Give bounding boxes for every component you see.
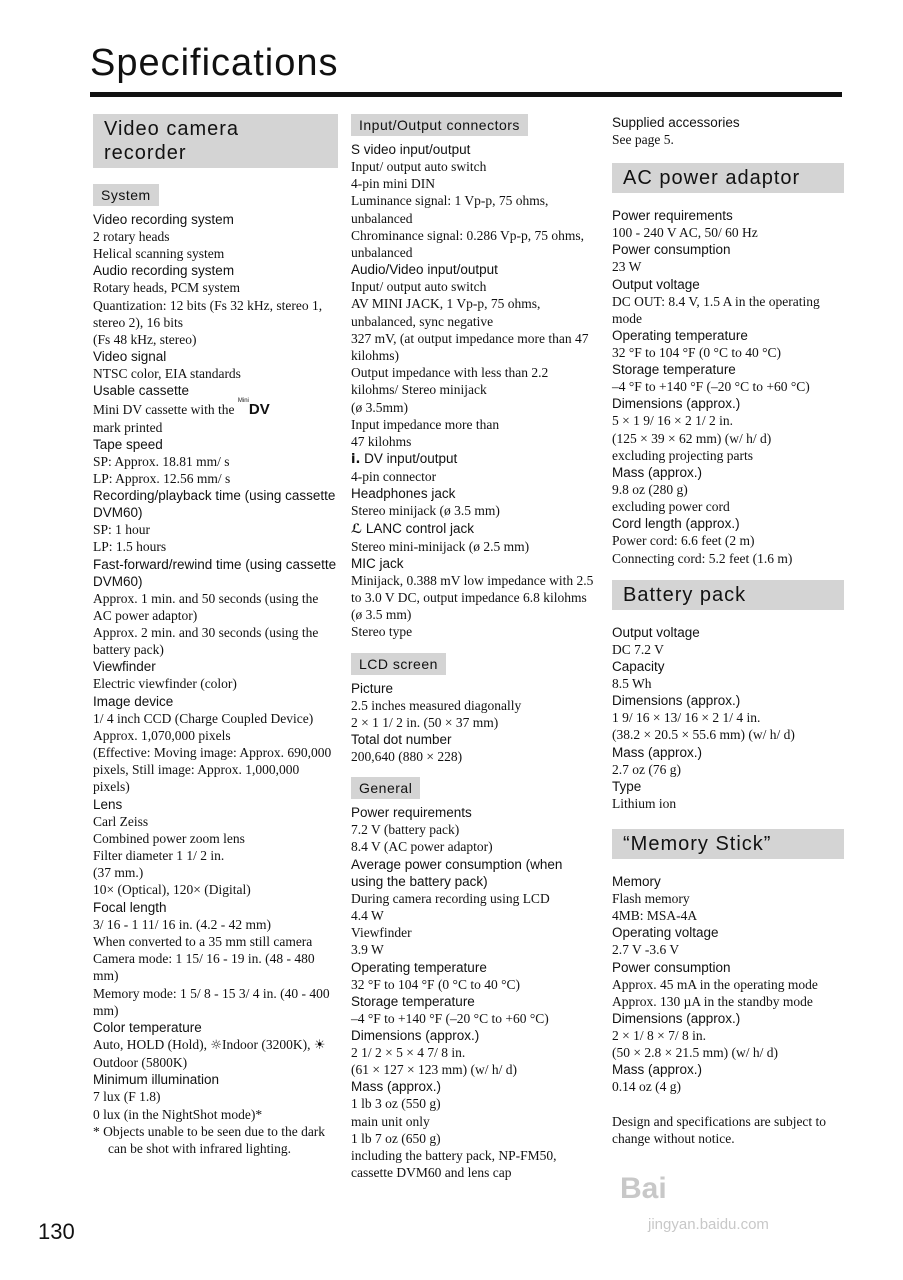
spec-value: 2 rotary heads Helical scanning system [93, 229, 225, 262]
spec-label: Headphones jack [351, 486, 456, 502]
spec-item [351, 993, 596, 1027]
spec-item [612, 624, 844, 658]
spec-label: Mass (approx.) [612, 744, 703, 760]
spec-value: 1 9/ 16 × 13/ 16 × 2 1/ 4 in. (38.2 × 20.5 × 55.6 mm) (w/ h/ d) [612, 710, 795, 743]
spec-value: Input/ output auto switch 4-pin mini DIN Luminance signal: 1 Vp-p, 75 ohms, unbalanced Chrominance signal: 0.286 Vp-p, 75 ohms, unbalanced [351, 159, 584, 261]
spec-value: 2 1/ 2 × 5 × 4 7/ 8 in. (61 × 127 × 123 mm) (w/ h/ d) [351, 1044, 517, 1078]
spec-value: Input/ output auto switch AV MINI JACK, 1 Vp-p, 75 ohms, unbalanced, sync negative 327 mV, (at output impedance more than 47 kilohms) Output impedance with less than 2.2 kilohms/ Stereo minijack (ø 3.5mm) Input impedance more than 47 kilohms [351, 279, 589, 450]
spec-label: Power consumption [612, 242, 731, 258]
watermark-logo: Bai [620, 1172, 667, 1205]
spec-value: Flash memory 4MB: MSA-4A [612, 891, 698, 924]
spec-label: Type [612, 778, 642, 794]
spec-value: 2.7 oz (76 g) [612, 761, 681, 777]
spec-value: Approx. 1 min. and 50 seconds (using the AC power adaptor) Approx. 2 min. and 30 seconds (using the battery pack) [93, 590, 319, 658]
spec-item [93, 436, 338, 487]
spec-value: 32 °F to 104 °F (0 °C to 40 °C) [351, 976, 520, 992]
spec-label: Viewfinder [93, 659, 156, 675]
page-title: Specifications [90, 42, 339, 84]
spec-value: 200,640 (880 × 228) [351, 749, 463, 765]
spec-value: Carl Zeiss Combined power zoom lens Filter diameter 1 1/ 2 in. (37 mm.) 10× (Optical), 120× (Digital) [93, 813, 251, 898]
spec-label: Image device [93, 693, 174, 709]
spec-label: Memory [612, 874, 661, 890]
spec-label: Dimensions (approx.) [612, 1011, 741, 1027]
spec-label: Dimensions (approx.) [612, 693, 741, 709]
spec-item [93, 899, 338, 1019]
spec-item [612, 924, 844, 958]
spec-label: Storage temperature [351, 993, 475, 1009]
spec-item [351, 856, 596, 959]
spec-item [612, 395, 844, 464]
spec-label: MIC jack [351, 555, 404, 571]
spec-label: Video recording system [93, 212, 234, 227]
spec-item [93, 796, 338, 899]
spec-value-part: Outdoor (5800K) [93, 1055, 188, 1071]
spec-label: Supplied accessories [612, 115, 740, 130]
spec-item [612, 1061, 844, 1095]
spec-item [351, 520, 596, 555]
spec-item [612, 276, 844, 327]
spec-label: Power requirements [351, 805, 472, 821]
spec-label [351, 520, 596, 538]
subsection-lcd-screen: LCD screen [351, 653, 446, 675]
spec-value: Electric viewfinder (color) [93, 676, 237, 692]
spec-value: –4 °F to +140 °F (–20 °C to +60 °C) [612, 379, 810, 395]
spec-value: 23 W [612, 259, 642, 275]
spec-value: NTSC color, EIA standards [93, 366, 241, 382]
section-ac-power-adaptor: AC power adaptor [612, 163, 844, 193]
spec-label: Cord length (approx.) [612, 516, 740, 532]
footnote: * Objects unable to be seen due to the dark can be shot with infrared lighting. [93, 1123, 326, 1156]
spec-value: 7 lux (F 1.8) 0 lux (in the NightShot mode)* [93, 1089, 263, 1122]
spec-label: Operating temperature [612, 328, 748, 344]
spec-value: 2.5 inches measured diagonally 2 × 1 1/ 2 in. (50 × 37 mm) [351, 697, 522, 730]
spec-label: Tape speed [93, 436, 163, 452]
section-memory-stick: “Memory Stick” [612, 829, 844, 859]
spec-value: Minijack, 0.388 mV low impedance with 2.5 to 3.0 V DC, output impedance 6.8 kilohms (ø 3.5 mm) Stereo type [351, 572, 594, 640]
spec-value: 32 °F to 104 °F (0 °C to 40 °C) [612, 345, 781, 361]
spec-value: 2 × 1/ 8 × 7/ 8 in. (50 × 2.8 × 21.5 mm) (w/ h/ d) [612, 1028, 778, 1061]
spec-value: SP: 1 hour LP: 1.5 hours [93, 522, 167, 555]
spec-value-part: Auto, HOLD (Hold), [93, 1036, 211, 1052]
spec-label: Power consumption [612, 959, 731, 975]
title-rule [90, 92, 842, 97]
spec-value: 9.8 oz (280 g) excluding power cord [612, 482, 730, 515]
subsection-general: General [351, 777, 420, 799]
spec-value: 7.2 V (battery pack) 8.4 V (AC power adaptor) [351, 822, 493, 855]
spec-item [612, 114, 844, 148]
spec-item [612, 959, 844, 1010]
spec-value: 0.14 oz (4 g) [612, 1079, 681, 1095]
spec-label: Output voltage [612, 276, 700, 292]
spec-item [93, 262, 338, 348]
spec-label: Picture [351, 680, 394, 696]
section-battery-pack: Battery pack [612, 580, 844, 610]
spec-value: Power cord: 6.6 feet (2 m) Connecting cord: 5.2 feet (1.6 m) [612, 533, 793, 566]
spec-value: 2.7 V -3.6 V [612, 942, 680, 958]
spec-value: Approx. 45 mA in the operating mode Approx. 130 µA in the standby mode [612, 976, 818, 1009]
spec-value: 3/ 16 - 1 11/ 16 in. (4.2 - 42 mm) When converted to a 35 mm still camera Camera mode: 1 15/ 16 - 19 in. (48 - 480 mm) Memory mode: 1 5/ 8 - 15 3/ 4 in. (40 - 400 mm) [93, 916, 330, 1018]
spec-value: 5 × 1 9/ 16 × 2 1/ 2 in. (125 × 39 × 62 mm) (w/ h/ d) excluding projecting parts [612, 413, 772, 463]
spec-item [612, 515, 844, 566]
spec-item [612, 873, 844, 924]
column-2 [351, 114, 596, 1181]
spec-value-part: Mini DV cassette with the [93, 402, 235, 418]
spec-item [351, 804, 596, 855]
spec-label: Color temperature [93, 1019, 202, 1035]
spec-item [93, 658, 338, 692]
spec-item [612, 744, 844, 778]
spec-label: Operating voltage [612, 925, 719, 941]
spec-label: Recording/playback time (using cassette DVM60) [93, 488, 336, 521]
spec-item [93, 1071, 338, 1122]
spec-item [612, 778, 844, 812]
spec-label: Total dot number [351, 732, 452, 748]
spec-item [612, 207, 844, 241]
spec-value: 4-pin connector [351, 469, 437, 485]
spec-label: Minimum illumination [93, 1072, 220, 1088]
spec-label: Mass (approx.) [612, 1062, 703, 1078]
page-number: 130 [38, 1219, 75, 1244]
indoor-icon: ☼ [210, 1037, 223, 1053]
spec-item [612, 327, 844, 361]
spec-item [351, 141, 596, 261]
minidv-logo-sup: Mini [237, 398, 249, 405]
spec-item [351, 555, 596, 641]
spec-value [93, 399, 338, 435]
spec-item [351, 1027, 596, 1078]
spec-label: Dimensions (approx.) [612, 396, 741, 412]
minidv-logo-icon [238, 399, 270, 418]
spec-value [93, 1036, 338, 1071]
spec-label: Video signal [93, 349, 167, 365]
spec-item [351, 680, 596, 731]
spec-value-part: Indoor (3200K), [222, 1036, 314, 1052]
spec-label: Usable cassette [93, 383, 190, 399]
spec-value: –4 °F to +140 °F (–20 °C to +60 °C) [351, 1010, 549, 1026]
lanc-icon: ℒ [351, 521, 363, 537]
spec-label: Mass (approx.) [612, 465, 703, 481]
spec-item [351, 1078, 596, 1181]
spec-item [612, 361, 844, 395]
column-1 [93, 114, 338, 1157]
spec-label: Audio/Video input/output [351, 262, 498, 278]
spec-item [351, 485, 596, 519]
spec-value: During camera recording using LCD 4.4 W Viewfinder 3.9 W [351, 890, 550, 958]
spec-item [351, 261, 596, 450]
spec-item [93, 1019, 338, 1071]
spec-label: Focal length [93, 899, 167, 915]
spec-value: 1/ 4 inch CCD (Charge Coupled Device) Approx. 1,070,000 pixels (Effective: Moving image: Approx. 690,000 pixels, Still image: Approx. 1,000,000 pixels) [93, 710, 332, 795]
spec-label [351, 450, 596, 468]
section-video-camera-recorder: Video camera recorder [93, 114, 338, 168]
spec-label: S video input/output [351, 142, 471, 157]
minidv-logo-text: DV [248, 401, 270, 419]
spec-value: 8.5 Wh [612, 676, 652, 692]
spec-item [93, 211, 338, 262]
spec-item [93, 382, 338, 435]
spec-item [351, 450, 596, 485]
spec-item [93, 556, 338, 659]
spec-value: 1 lb 3 oz (550 g) main unit only 1 lb 7 oz (650 g) including the battery pack, NP-FM50, cassette DVM60 and lens cap [351, 1096, 557, 1181]
spec-item [612, 464, 844, 515]
spec-label: Power requirements [612, 208, 733, 224]
watermark-url: jingyan.baidu.com [648, 1216, 769, 1233]
dv-link-icon: i. [351, 452, 361, 468]
footer-note: Design and specifications are subject to change without notice. [612, 1113, 827, 1146]
spec-value: See page 5. [612, 132, 674, 147]
outdoor-icon: ☀ [313, 1037, 326, 1053]
spec-item [93, 487, 338, 555]
subsection-system: System [93, 184, 159, 206]
spec-value: DC OUT: 8.4 V, 1.5 A in the operating mode [612, 293, 820, 326]
subsection-io-connectors: Input/Output connectors [351, 114, 528, 136]
spec-item [612, 241, 844, 275]
spec-label: Storage temperature [612, 362, 736, 378]
spec-item [612, 658, 844, 692]
spec-value-part: mark printed [93, 419, 163, 435]
spec-label: Operating temperature [351, 959, 487, 975]
spec-label: Lens [93, 796, 123, 812]
spec-item [351, 959, 596, 993]
spec-item [612, 692, 844, 743]
spec-value: Stereo minijack (ø 3.5 mm) [351, 503, 500, 519]
spec-value: Rotary heads, PCM system Quantization: 12 bits (Fs 32 kHz, stereo 1, stereo 2), 16 bits (Fs 48 kHz, stereo) [93, 280, 323, 348]
spec-value: 100 - 240 V AC, 50/ 60 Hz [612, 225, 758, 241]
spec-value: Lithium ion [612, 795, 677, 811]
spec-label: Average power consumption (when using the battery pack) [351, 856, 563, 889]
spec-item [351, 731, 596, 765]
spec-label: Capacity [612, 659, 665, 675]
column-3 [612, 114, 844, 1147]
spec-item [612, 1010, 844, 1061]
spec-label: Fast-forward/rewind time (using cassette DVM60) [93, 556, 337, 589]
spec-value: SP: Approx. 18.81 mm/ s LP: Approx. 12.56 mm/ s [93, 453, 231, 487]
spec-label-text: DV input/output [364, 451, 458, 467]
spec-value: Stereo mini-minijack (ø 2.5 mm) [351, 538, 530, 554]
spec-label: Audio recording system [93, 263, 235, 279]
spec-item [93, 348, 338, 382]
spec-label: Mass (approx.) [351, 1079, 442, 1095]
spec-label: Dimensions (approx.) [351, 1027, 480, 1043]
spec-item [93, 693, 338, 796]
spec-value: DC 7.2 V [612, 641, 664, 657]
spec-label-text: LANC control jack [365, 520, 474, 536]
spec-label: Output voltage [612, 624, 700, 640]
